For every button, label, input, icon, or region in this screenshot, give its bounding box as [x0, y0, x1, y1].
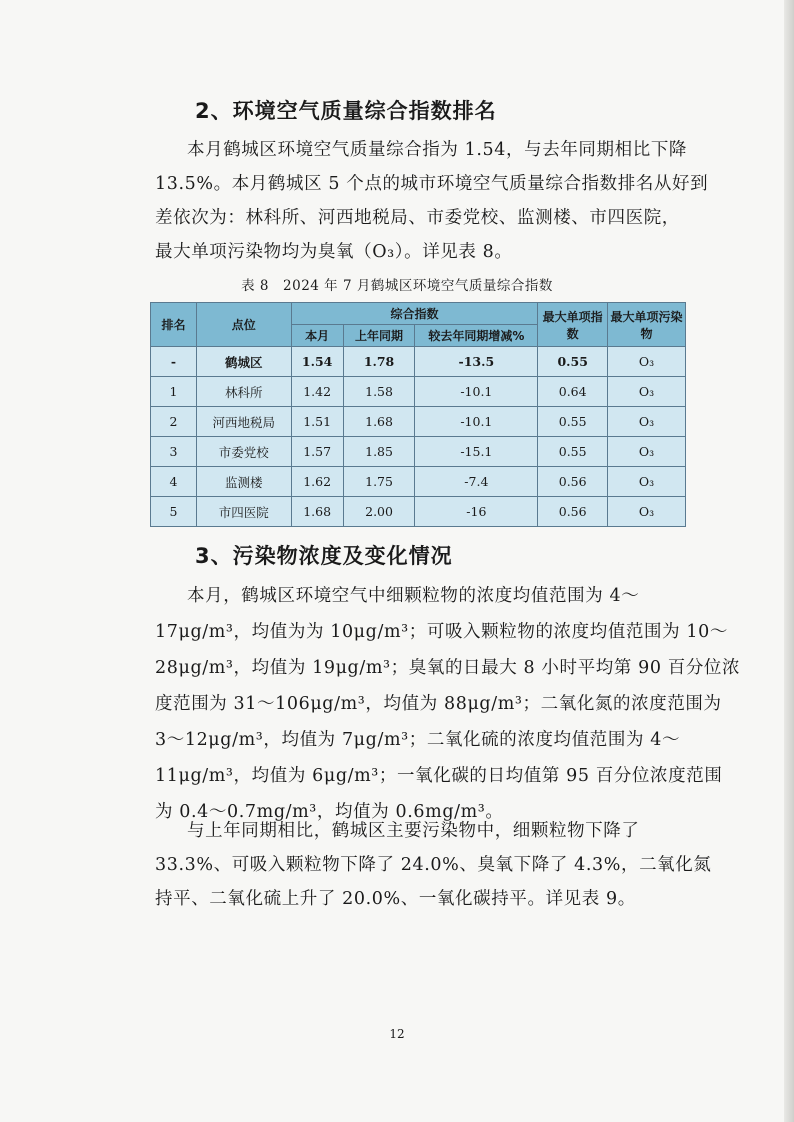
- table-caption: 表 8 2024 年 7 月鹤城区环境空气质量综合指数: [241, 278, 553, 294]
- table-row: [151, 467, 686, 497]
- paragraph-composite-index: [155, 133, 709, 269]
- cell-last-year: 1.58: [343, 377, 415, 407]
- cell-pollutant: O₃: [608, 377, 686, 407]
- cell-rank: 3: [151, 437, 197, 467]
- header-max-pollutant: 最大单项污染物: [608, 303, 686, 347]
- paragraph-pollutant-concentration: [155, 578, 741, 830]
- cell-rank: -: [151, 347, 197, 377]
- cell-last-year: 2.00: [343, 497, 415, 527]
- cell-max-index: 0.55: [538, 437, 608, 467]
- text-line: 13.5%。本月鹤城区 5 个点的城市环境空气质量综合指数排名从好到: [155, 174, 709, 194]
- text-line: 持平、二氧化硫上升了 20.0%、一氧化碳持平。详见表 9。: [155, 889, 636, 909]
- header-this-month: 本月: [291, 325, 343, 347]
- cell-this-month: 1.42: [291, 377, 343, 407]
- paragraph-year-over-year: [155, 814, 712, 916]
- cell-max-index: 0.55: [538, 347, 608, 377]
- page-edge: [784, 0, 794, 1122]
- cell-pollutant: O₃: [608, 347, 686, 377]
- cell-pollutant: O₃: [608, 497, 686, 527]
- text-line: 度范围为 31～106μg/m³，均值为 88μg/m³；二氧化氮的浓度范围为: [155, 694, 722, 714]
- composite-index-table: [150, 302, 686, 527]
- cell-max-index: 0.56: [538, 467, 608, 497]
- cell-site: 市四医院: [196, 497, 291, 527]
- cell-site: 市委党校: [196, 437, 291, 467]
- text-line: 11μg/m³，均值为 6μg/m³；一氧化碳的日均值第 95 百分位浓度范围: [155, 766, 723, 786]
- text-line: 17μg/m³，均值为为 10μg/m³；可吸入颗粒物的浓度均值范围为 10～: [155, 622, 728, 642]
- cell-change: -10.1: [415, 377, 538, 407]
- cell-last-year: 1.85: [343, 437, 415, 467]
- cell-rank: 2: [151, 407, 197, 437]
- text-line: 本月鹤城区环境空气质量综合指为 1.54，与去年同期相比下降: [187, 140, 688, 160]
- cell-site: 鹤城区: [196, 347, 291, 377]
- text-line: 为 0.4～0.7mg/m³，均值为 0.6mg/m³。: [155, 802, 504, 822]
- cell-pollutant: O₃: [608, 437, 686, 467]
- section-heading-composite-index: 2、环境空气质量综合指数排名: [195, 99, 497, 123]
- table-row: [151, 407, 686, 437]
- cell-change: -7.4: [415, 467, 538, 497]
- text-line: 3～12μg/m³，均值为 7μg/m³；二氧化硫的浓度均值范围为 4～: [155, 730, 681, 750]
- cell-site: 林科所: [196, 377, 291, 407]
- table-row: [151, 497, 686, 527]
- cell-change: -15.1: [415, 437, 538, 467]
- header-max-index: 最大单项指数: [538, 303, 608, 347]
- header-last-year: 上年同期: [343, 325, 415, 347]
- page-number: 12: [389, 1027, 405, 1041]
- header-rank: 排名: [151, 303, 197, 347]
- cell-rank: 5: [151, 497, 197, 527]
- cell-rank: 1: [151, 377, 197, 407]
- text-line: 33.3%、可吸入颗粒物下降了 24.0%、臭氧下降了 4.3%，二氧化氮: [155, 855, 712, 875]
- cell-this-month: 1.57: [291, 437, 343, 467]
- cell-pollutant: O₃: [608, 467, 686, 497]
- table-row: [151, 377, 686, 407]
- cell-this-month: 1.68: [291, 497, 343, 527]
- cell-this-month: 1.62: [291, 467, 343, 497]
- section-heading-pollutant-concentration: 3、污染物浓度及变化情况: [195, 544, 453, 568]
- text-line: 28μg/m³，均值为 19μg/m³；臭氧的日最大 8 小时平均第 90 百分位浓: [155, 658, 741, 678]
- cell-max-index: 0.56: [538, 497, 608, 527]
- cell-this-month: 1.54: [291, 347, 343, 377]
- text-line: 与上年同期相比，鹤城区主要污染物中，细颗粒物下降了: [187, 821, 640, 841]
- text-line: 差依次为：林科所、河西地税局、市委党校、监测楼、市四医院，: [155, 208, 680, 228]
- cell-site: 监测楼: [196, 467, 291, 497]
- header-site: 点位: [196, 303, 291, 347]
- table-row: [151, 437, 686, 467]
- cell-site: 河西地税局: [196, 407, 291, 437]
- cell-this-month: 1.51: [291, 407, 343, 437]
- cell-change: -13.5: [415, 347, 538, 377]
- cell-rank: 4: [151, 467, 197, 497]
- cell-last-year: 1.78: [343, 347, 415, 377]
- header-composite-index: 综合指数: [291, 303, 538, 325]
- cell-change: -10.1: [415, 407, 538, 437]
- table-row: [151, 347, 686, 377]
- cell-pollutant: O₃: [608, 407, 686, 437]
- cell-max-index: 0.55: [538, 407, 608, 437]
- cell-max-index: 0.64: [538, 377, 608, 407]
- cell-last-year: 1.75: [343, 467, 415, 497]
- text-line: 本月，鹤城区环境空气中细颗粒物的浓度均值范围为 4～: [187, 586, 640, 606]
- text-line: 最大单项污染物均为臭氧（O₃）。详见表 8。: [155, 242, 513, 262]
- header-change: 较去年同期增减%: [415, 325, 538, 347]
- cell-last-year: 1.68: [343, 407, 415, 437]
- cell-change: -16: [415, 497, 538, 527]
